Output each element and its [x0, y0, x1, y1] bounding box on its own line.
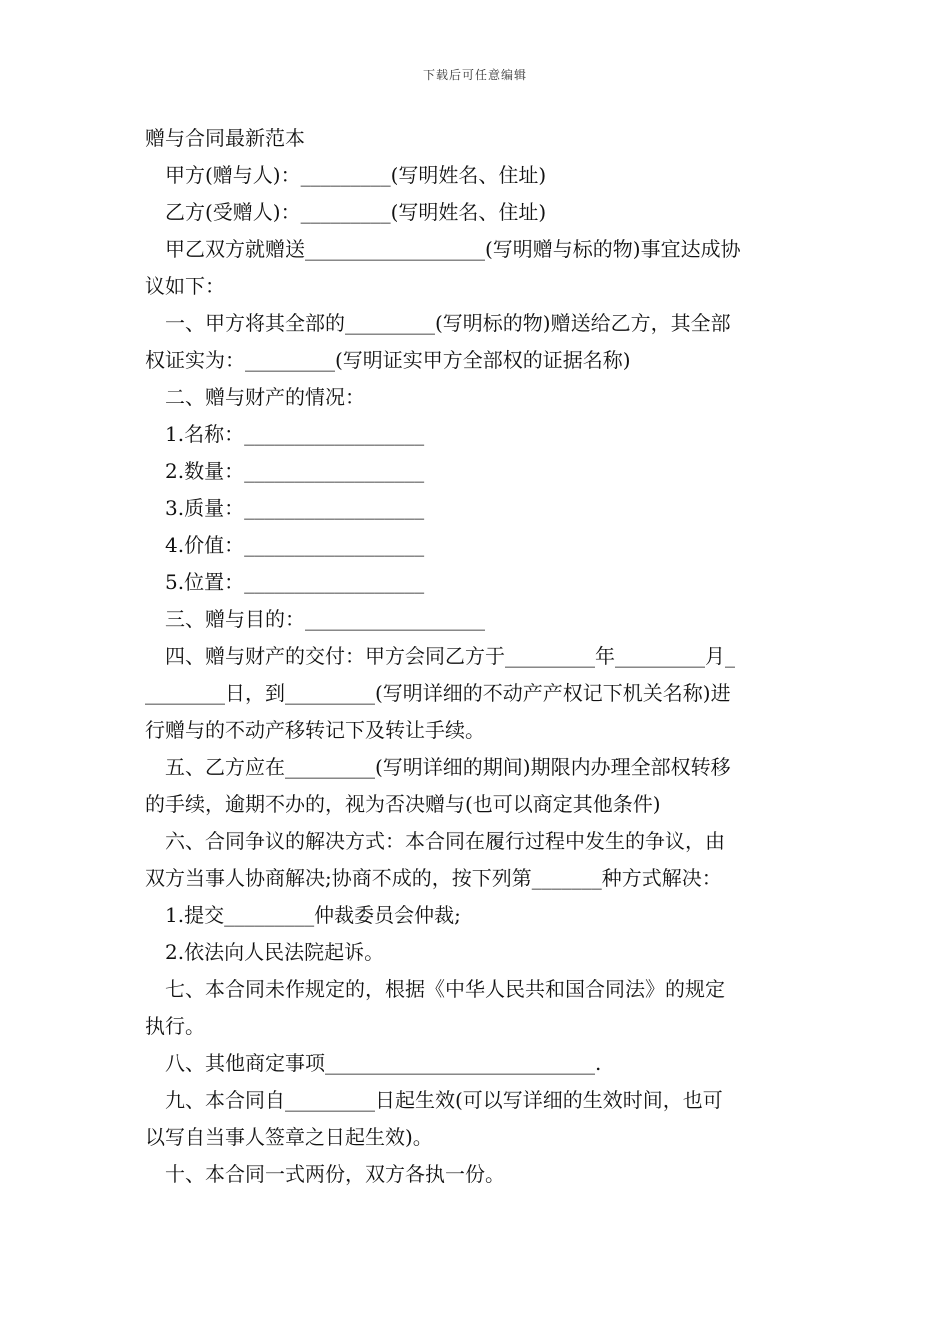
clause-7-line: 七、本合同未作规定的，根据《中华人民共和国合同法》的规定 — [165, 977, 725, 1001]
clause-6-option-2: 2.依法向人民法院起诉。 — [165, 940, 385, 964]
clause-8-line: 八、其他商定事项___________________________. — [165, 1051, 602, 1075]
contract-document — [145, 120, 810, 1193]
clause-1-line-cont: 权证实为：_________(写明证实甲方全部权的证据名称) — [145, 348, 631, 372]
header-note: 下载后可任意编辑 — [422, 68, 527, 82]
clause-6-option-1: 1.提交_________仲裁委员会仲裁; — [165, 903, 461, 927]
clause-9-line: 九、本合同自_________日起生效(可以写详细的生效时间，也可 — [165, 1088, 723, 1112]
party-b-line: 乙方(受赠人)：_________(写明姓名、住址) — [165, 200, 547, 224]
clause-2-item-quantity: 2.数量：__________________ — [165, 459, 425, 483]
clause-6-line-cont: 双方当事人协商解决;协商不成的，按下列第_______种方式解决： — [145, 866, 722, 890]
clause-2-item-quality: 3.质量：__________________ — [165, 496, 425, 520]
agreement-intro-line-cont: 议如下： — [145, 274, 225, 298]
clause-7-line-cont: 执行。 — [145, 1014, 205, 1038]
clause-5-line-cont: 的手续，逾期不办的，视为否决赠与(也可以商定其他条件) — [145, 792, 661, 816]
clause-4-line: 四、赠与财产的交付：甲方会同乙方于_________年_________月_ — [165, 644, 735, 668]
clause-2-heading: 二、赠与财产的情况： — [165, 385, 365, 409]
agreement-intro-line: 甲乙双方就赠送__________________(写明赠与标的物)事宜达成协 — [165, 237, 741, 261]
clause-9-line-cont: 以写自当事人签章之日起生效)。 — [145, 1125, 433, 1149]
clause-4-line-cont: ________日，到_________(写明详细的不动产产权记下机关名称)进 — [145, 681, 731, 705]
clause-2-item-value: 4.价值：__________________ — [165, 533, 425, 557]
clause-5-line: 五、乙方应在_________(写明详细的期间)期限内办理全部权转移 — [165, 755, 731, 779]
clause-2-item-location: 5.位置：__________________ — [165, 570, 425, 594]
clause-3-line: 三、赠与目的：__________________ — [165, 607, 485, 631]
document-title: 赠与合同最新范本 — [145, 126, 305, 150]
clause-2-item-name: 1.名称：__________________ — [165, 422, 425, 446]
clause-6-line: 六、合同争议的解决方式：本合同在履行过程中发生的争议，由 — [165, 829, 725, 853]
clause-1-line: 一、甲方将其全部的_________(写明标的物)赠送给乙方，其全部 — [165, 311, 731, 335]
party-a-line: 甲方(赠与人)：_________(写明姓名、住址) — [165, 163, 547, 187]
clause-4-line-cont-2: 行赠与的不动产移转记下及转让手续。 — [145, 718, 485, 742]
clause-10-line: 十、本合同一式两份，双方各执一份。 — [165, 1162, 505, 1186]
